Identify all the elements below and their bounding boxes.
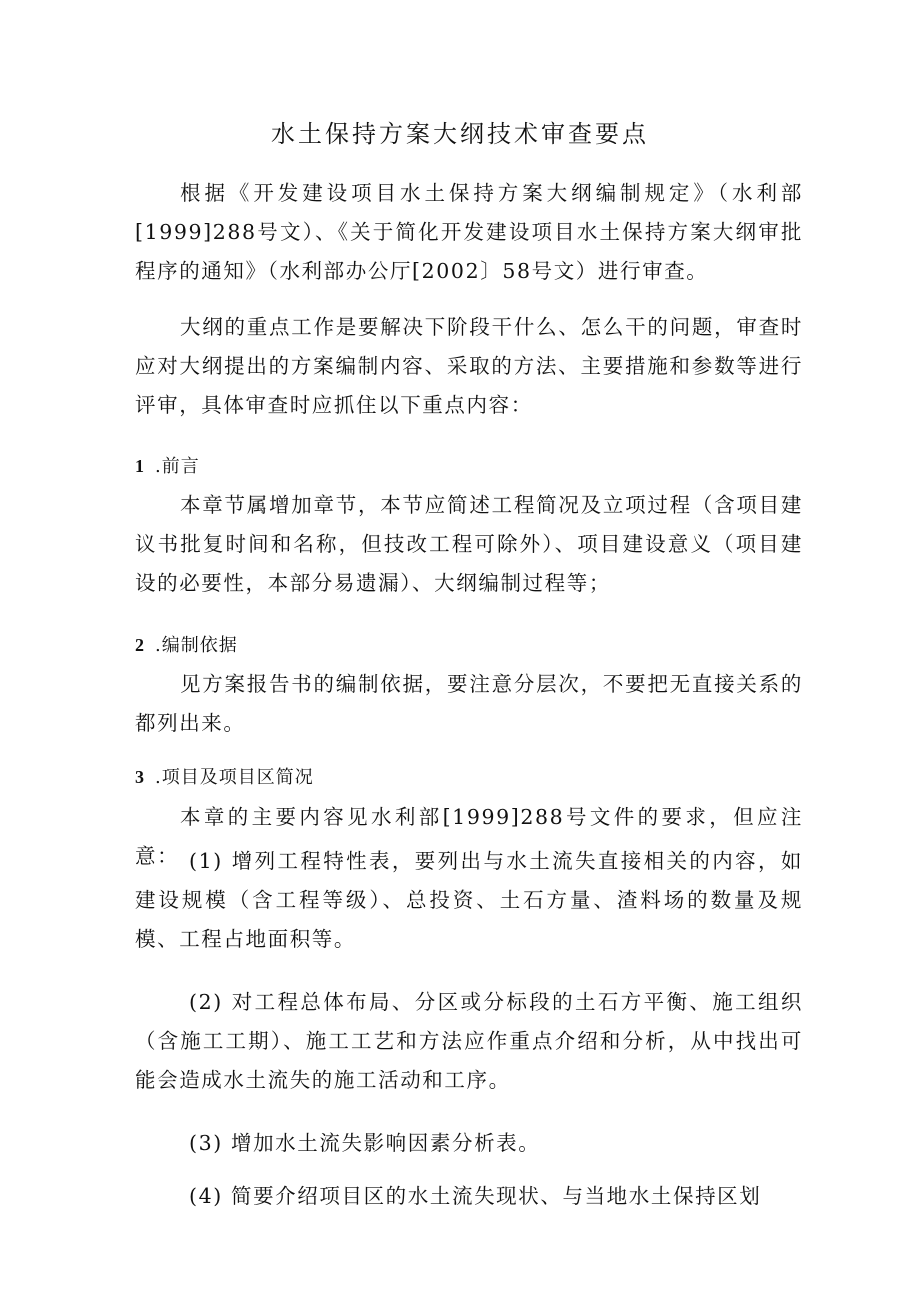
list-item-3 [135, 1124, 803, 1163]
section-title: .项目及项目区简况 [155, 767, 314, 788]
section-heading-3 [135, 762, 314, 793]
document-title: 水土保持方案大纲技术审查要点 [271, 120, 649, 148]
list-item-label: (2) [189, 990, 223, 1014]
list-item-label: (1) [189, 849, 223, 873]
intro-paragraph-1: 根据《开发建设项目水土保持方案大纲编制规定》（水利部[1999]288号文）、《关于简化开发建设项目水土保持方案大纲审批程序的通知》（水利部办公厅[2002〕58号文）进行审查。 [135, 181, 803, 283]
list-item-1 [135, 842, 803, 959]
list-item-text: 增列工程特性表，要列出与水土流失直接相关的内容，如建设规模（含工程等级）、总投资、土石方量、渣料场的数量及规模、工程占地面积等。 [135, 849, 803, 951]
list-item-label: (4) [189, 1184, 223, 1208]
list-item-4 [135, 1177, 803, 1216]
list-item-text: 增加水土流失影响因素分析表。 [230, 1131, 541, 1155]
section-number: 1 [135, 456, 145, 476]
section-title: .前言 [155, 456, 200, 477]
section-body-1: 本章节属增加章节，本节应简述工程简况及立项过程（含项目建议书批复时间和名称，但技改工程可除外）、项目建设意义（项目建设的必要性，本部分易遗漏）、大纲编制过程等； [135, 493, 803, 595]
section-number: 3 [135, 767, 145, 787]
list-item-2 [135, 983, 803, 1100]
section-body-3: 本章的主要内容见水利部[1999]288号文件的要求，但应注意： [135, 805, 803, 868]
section-heading-1 [135, 451, 200, 482]
list-item-label: (3) [189, 1131, 223, 1155]
intro-paragraph-2: 大纲的重点工作是要解决下阶段干什么、怎么干的问题，审查时应对大纲提出的方案编制内容、采取的方法、主要措施和参数等进行评审，具体审查时应抓住以下重点内容： [135, 315, 803, 417]
section-body-2: 见方案报告书的编制依据，要注意分层次，不要把无直接关系的都列出来。 [135, 672, 803, 735]
section-number: 2 [135, 635, 145, 655]
section-title: .编制依据 [155, 635, 238, 656]
list-item-text: 对工程总体布局、分区或分标段的土石方平衡、施工组织（含施工工期）、施工工艺和方法应作重点介绍和分析，从中找出可能会造成水土流失的施工活动和工序。 [135, 990, 803, 1092]
section-heading-2 [135, 630, 238, 661]
list-item-text: 简要介绍项目区的水土流失现状、与当地水土保持区划 [230, 1184, 762, 1208]
